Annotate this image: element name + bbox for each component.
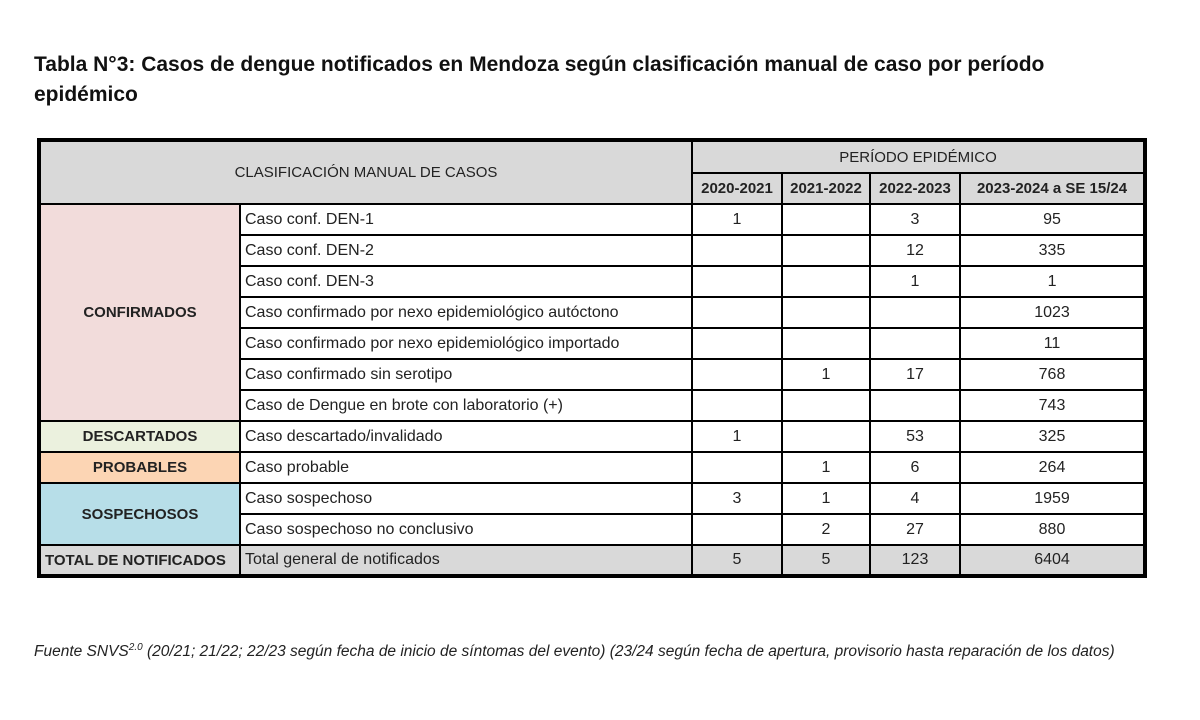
- footnote-sup: 2.0: [128, 642, 143, 653]
- header-period: PERÍODO EPIDÉMICO: [692, 140, 1145, 173]
- table-row: [39, 452, 1145, 483]
- group-probables: PROBABLES: [39, 452, 240, 483]
- header-period-4: 2023-2024 a SE 15/24: [960, 173, 1145, 204]
- row-description: Caso sospechoso: [240, 483, 692, 514]
- row-description: Caso conf. DEN-2: [240, 235, 692, 266]
- cell-period-3: 1: [870, 266, 960, 297]
- header-period-3: 2022-2023: [870, 173, 960, 204]
- cell-period-4: 335: [960, 235, 1145, 266]
- cell-period-3: 3: [870, 204, 960, 235]
- cell-period-3: 4: [870, 483, 960, 514]
- group-descartados: DESCARTADOS: [39, 421, 240, 452]
- group-sospechosos: SOSPECHOSOS: [39, 483, 240, 545]
- row-description: Caso conf. DEN-1: [240, 204, 692, 235]
- cell-period-2: [782, 266, 870, 297]
- cell-period-1: [692, 514, 782, 545]
- cell-period-3: 53: [870, 421, 960, 452]
- cell-period-4: 880: [960, 514, 1145, 545]
- footnote-source: Fuente SNVS: [34, 643, 129, 661]
- group-total: TOTAL DE NOTIFICADOS: [39, 545, 240, 576]
- row-description: Caso sospechoso no conclusivo: [240, 514, 692, 545]
- row-description: Caso confirmado por nexo epidemiológico autóctono: [240, 297, 692, 328]
- cell-period-1: 1: [692, 204, 782, 235]
- cell-period-3: [870, 297, 960, 328]
- row-description: Caso descartado/invalidado: [240, 421, 692, 452]
- cell-period-4: 6404: [960, 545, 1145, 576]
- cell-period-3: 27: [870, 514, 960, 545]
- cell-period-1: [692, 390, 782, 421]
- cell-period-2: [782, 204, 870, 235]
- row-description: Caso probable: [240, 452, 692, 483]
- cell-period-4: 768: [960, 359, 1145, 390]
- cell-period-1: [692, 297, 782, 328]
- cell-period-3: [870, 390, 960, 421]
- cell-period-2: 2: [782, 514, 870, 545]
- cell-period-4: 1959: [960, 483, 1145, 514]
- cell-period-4: 1: [960, 266, 1145, 297]
- dengue-cases-table: [37, 138, 1147, 578]
- row-description: Caso de Dengue en brote con laboratorio (+): [240, 390, 692, 421]
- cell-period-4: 11: [960, 328, 1145, 359]
- cell-period-2: 1: [782, 452, 870, 483]
- cell-period-1: [692, 266, 782, 297]
- source-footnote: [34, 636, 1154, 664]
- table-title: Tabla N°3: Casos de dengue notificados en Mendoza según clasificación manual de caso por período epidémico: [34, 53, 1045, 106]
- total-row: [39, 545, 1145, 576]
- row-description: Caso confirmado sin serotipo: [240, 359, 692, 390]
- cell-period-1: [692, 359, 782, 390]
- table-row: [39, 483, 1145, 514]
- group-confirmados: CONFIRMADOS: [39, 204, 240, 421]
- cell-period-2: [782, 328, 870, 359]
- cell-period-4: 325: [960, 421, 1145, 452]
- row-description: Total general de notificados: [240, 545, 692, 576]
- cell-period-2: 5: [782, 545, 870, 576]
- cell-period-1: [692, 235, 782, 266]
- cell-period-1: 1: [692, 421, 782, 452]
- cell-period-2: [782, 390, 870, 421]
- row-description: Caso confirmado por nexo epidemiológico importado: [240, 328, 692, 359]
- footnote-text: (20/21; 21/22; 22/23 según fecha de inicio de síntomas del evento) (23/24 según fecha de apertura, provisorio hasta reparación de los datos): [142, 643, 1115, 661]
- cell-period-4: 743: [960, 390, 1145, 421]
- cell-period-1: [692, 452, 782, 483]
- cell-period-2: 1: [782, 483, 870, 514]
- table-row: [39, 204, 1145, 235]
- header-classification: CLASIFICACIÓN MANUAL DE CASOS: [39, 140, 692, 204]
- header-period-2: 2021-2022: [782, 173, 870, 204]
- row-description: Caso conf. DEN-3: [240, 266, 692, 297]
- cell-period-1: 3: [692, 483, 782, 514]
- cell-period-2: [782, 297, 870, 328]
- header-period-1: 2020-2021: [692, 173, 782, 204]
- cell-period-1: [692, 328, 782, 359]
- cell-period-2: [782, 235, 870, 266]
- cell-period-2: [782, 421, 870, 452]
- cell-period-4: 95: [960, 204, 1145, 235]
- cell-period-3: 17: [870, 359, 960, 390]
- table-row: [39, 421, 1145, 452]
- cell-period-4: 264: [960, 452, 1145, 483]
- cell-period-3: 6: [870, 452, 960, 483]
- cell-period-3: [870, 328, 960, 359]
- cell-period-4: 1023: [960, 297, 1145, 328]
- cell-period-3: 123: [870, 545, 960, 576]
- cell-period-1: 5: [692, 545, 782, 576]
- cell-period-3: 12: [870, 235, 960, 266]
- cell-period-2: 1: [782, 359, 870, 390]
